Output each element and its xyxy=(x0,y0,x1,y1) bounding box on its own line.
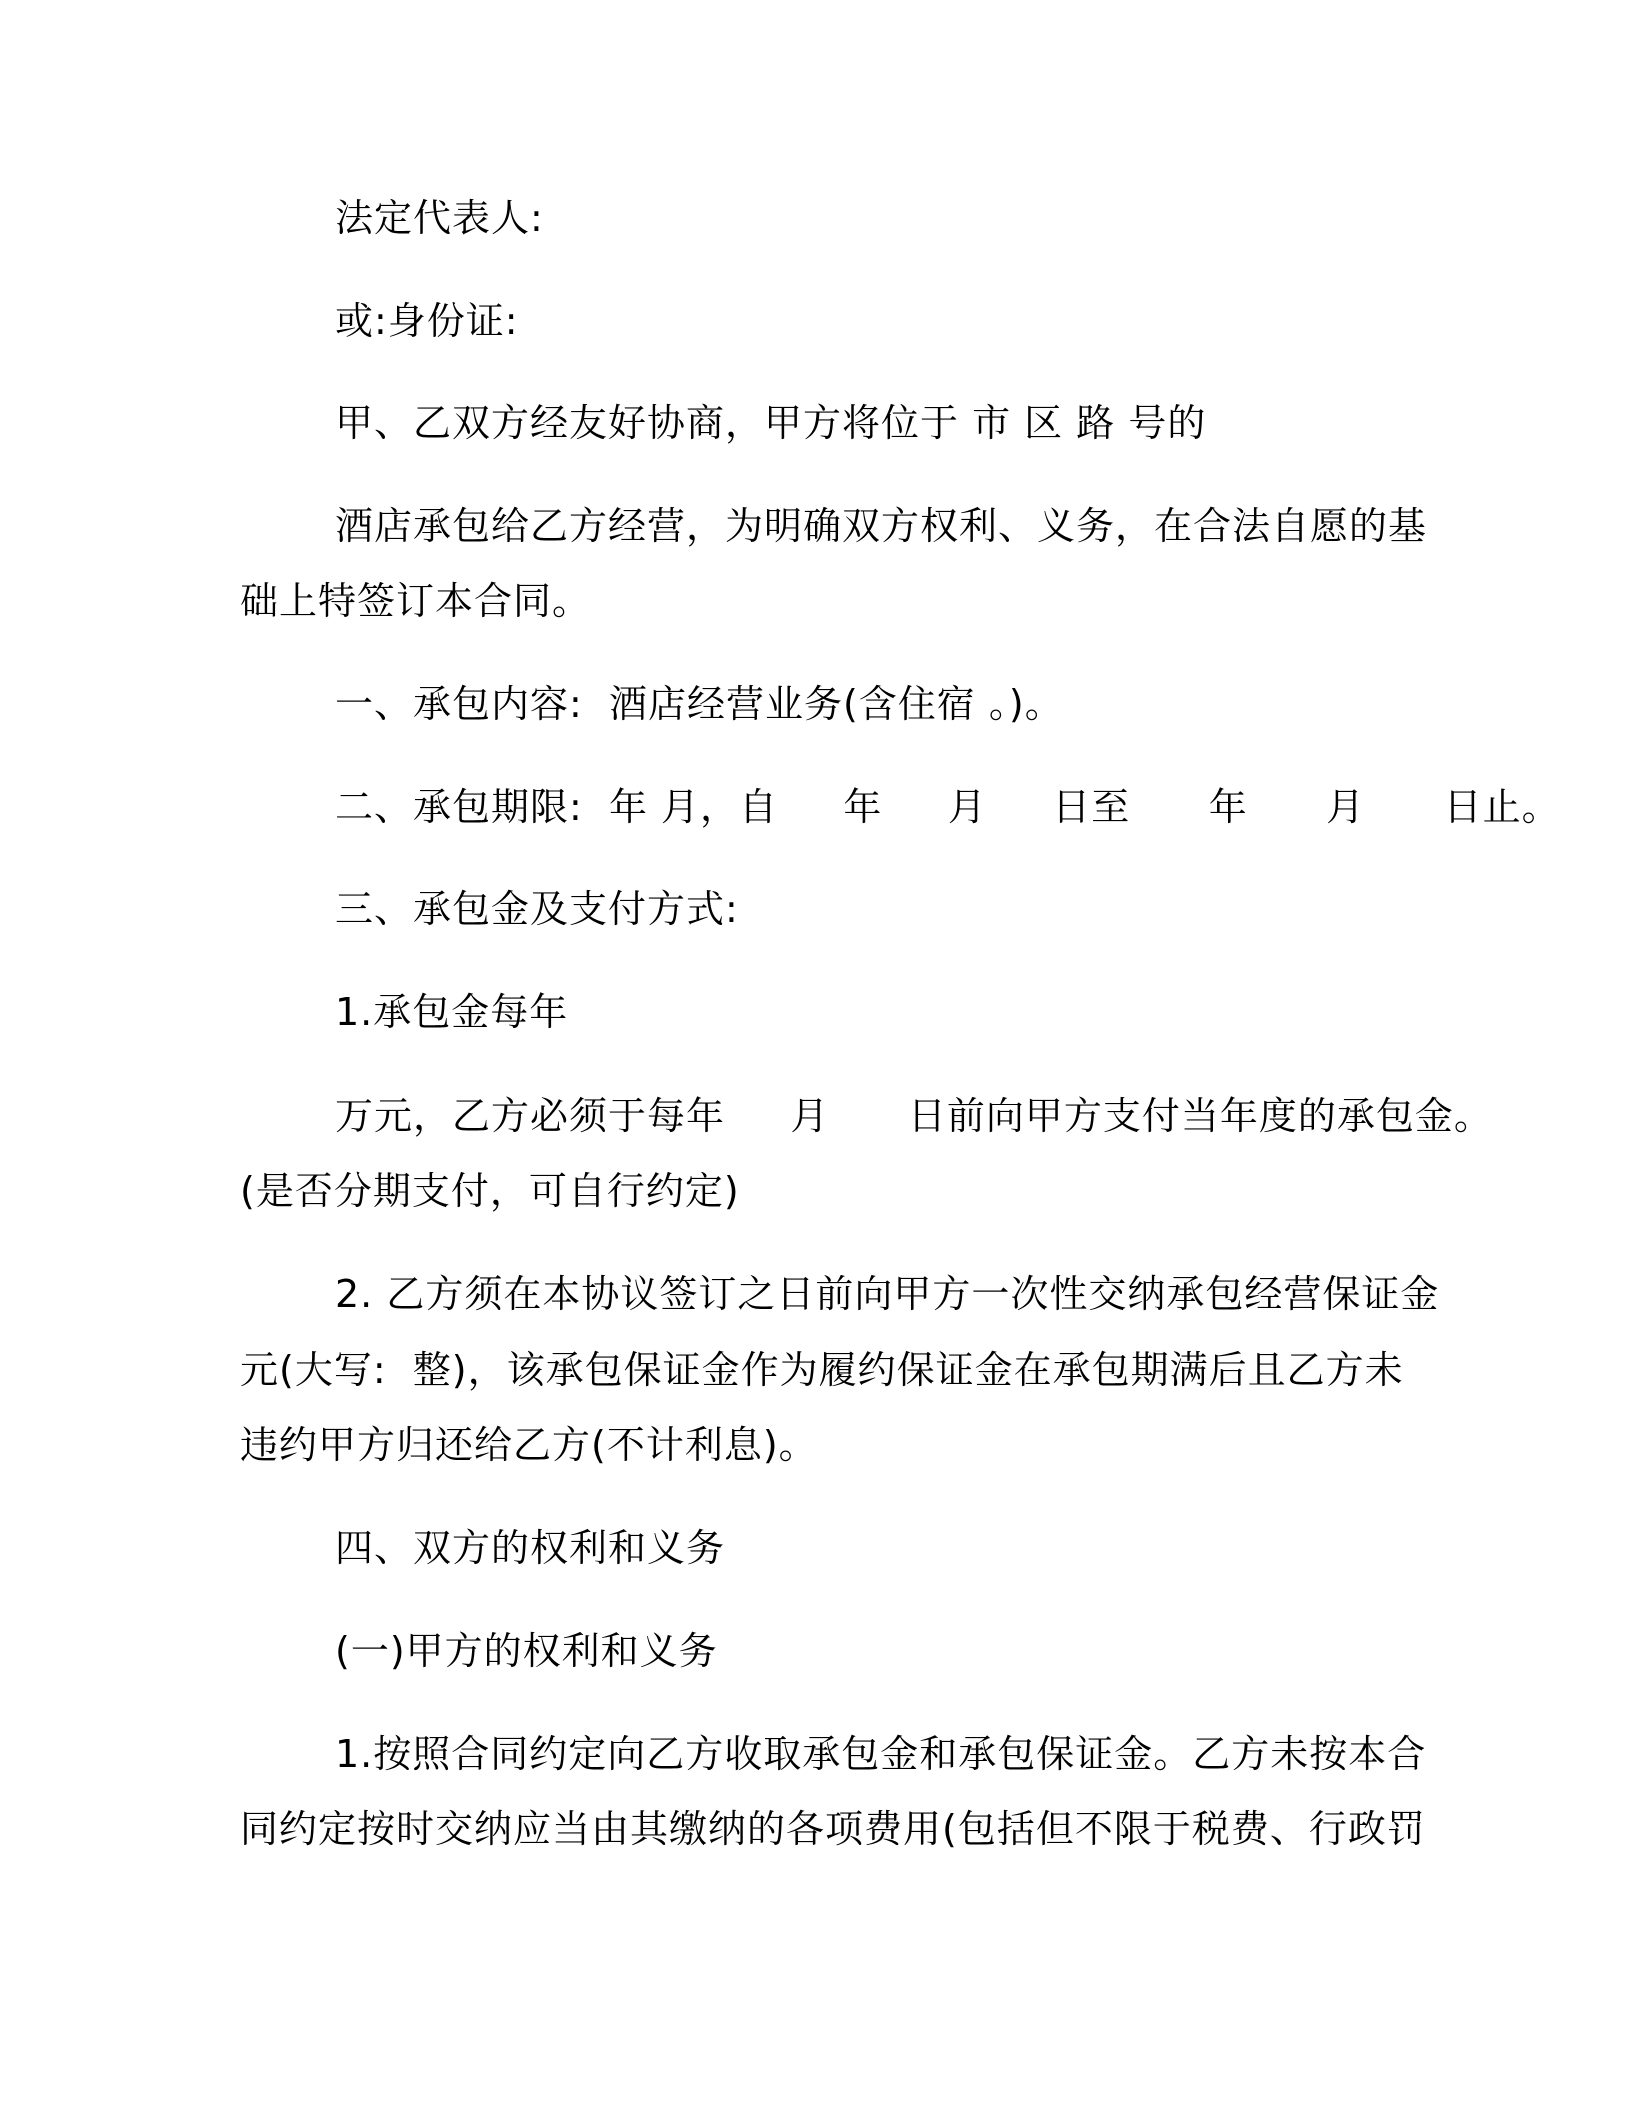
intro-paragraph-line-3: 础上特签订本合同。 xyxy=(240,579,592,623)
legal-representative-line: 法定代表人: xyxy=(335,196,544,240)
clause-4-sub-1-item-1-line-2: 同约定按时交纳应当由其缴纳的各项费用(包括但不限于税费、行政罚 xyxy=(240,1807,1426,1851)
clause-2-term: 二、承包期限: 年 月，自 年 月 日至 年 月 日止。 xyxy=(335,785,1561,829)
clause-1-content: 一、承包内容: 酒店经营业务(含住宿 。)。 xyxy=(335,682,1064,726)
clause-3-item-2-line-3: 违约甲方归还给乙方(不计利息)。 xyxy=(240,1423,818,1467)
clause-4-sub-1-item-1: 1.按照合同约定向乙方收取承包金和承包保证金。乙方未按本合 xyxy=(335,1732,1427,1776)
id-card-line: 或:身份证: xyxy=(335,299,519,343)
clause-3-heading: 三、承包金及支付方式: xyxy=(335,887,739,931)
intro-paragraph-line-2: 酒店承包给乙方经营，为明确双方权利、义务，在合法自愿的基 xyxy=(335,504,1428,548)
clause-3-item-1-line-2: 万元，乙方必须于每年 月 日前向甲方支付当年度的承包金。 xyxy=(335,1094,1493,1138)
clause-3-item-2-line-2: 元(大写: 整)，该承包保证金作为履约保证金在承包期满后且乙方未 xyxy=(240,1348,1404,1392)
clause-4-sub-1-heading: (一)甲方的权利和义务 xyxy=(335,1629,718,1673)
clause-4-heading: 四、双方的权利和义务 xyxy=(335,1526,726,1570)
intro-paragraph-line-1: 甲、乙双方经友好协商，甲方将位于 市 区 路 号的 xyxy=(335,401,1207,445)
clause-3-item-1-line-3: (是否分期支付，可自行约定) xyxy=(240,1169,740,1213)
clause-3-item-2-line-1: 2. 乙方须在本协议签订之日前向甲方一次性交纳承包经营保证金 xyxy=(335,1272,1440,1316)
clause-3-item-1: 1.承包金每年 xyxy=(335,990,569,1034)
